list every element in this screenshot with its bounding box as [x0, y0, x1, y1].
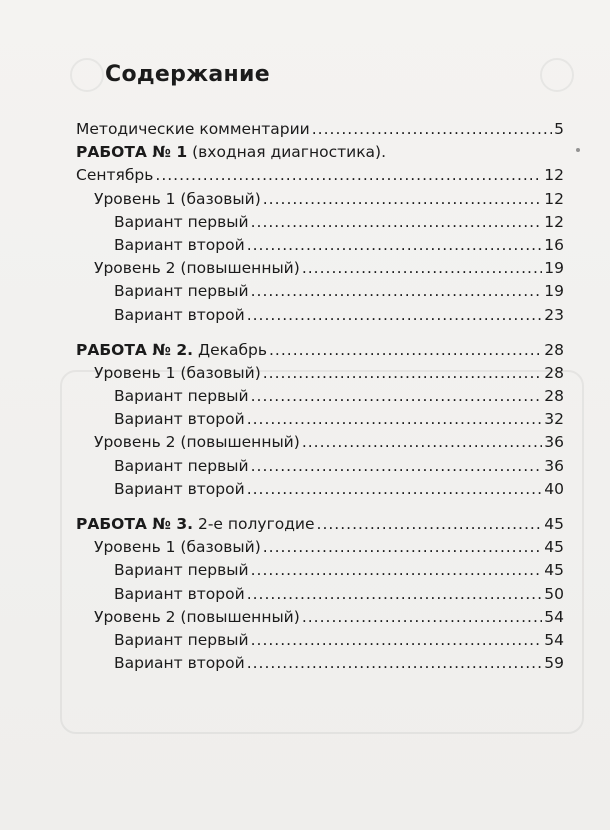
toc-page-number: 12 [544, 189, 564, 208]
toc-page-number: 28 [544, 363, 564, 382]
toc-entry[interactable] [76, 339, 564, 362]
toc-entry-text: Вариант первый [114, 630, 249, 649]
show-through-circle [70, 58, 104, 92]
toc-leader-dots [251, 280, 543, 303]
toc-leader-dots [251, 211, 543, 234]
toc-entry[interactable] [76, 280, 564, 303]
toc-entry[interactable] [76, 118, 564, 141]
toc-page-number: 12 [544, 212, 564, 231]
show-through-circle [540, 58, 574, 92]
toc-entry-text: Вариант второй [114, 235, 245, 254]
toc-entry[interactable] [76, 455, 564, 478]
toc-entry[interactable] [76, 211, 564, 234]
toc-entry-label [114, 408, 245, 431]
toc-page-number: 50 [544, 584, 564, 603]
toc-entry-text: Вариант второй [114, 584, 245, 603]
toc-entry-label [76, 118, 310, 141]
toc-leader-dots [251, 629, 543, 652]
toc-page-number: 45 [544, 538, 564, 557]
toc-entry-label [114, 559, 249, 582]
ink-speck [576, 148, 580, 152]
toc-entry-label [94, 536, 261, 559]
toc-entry-text: Уровень 2 (повышенный) [94, 259, 300, 278]
toc-page-number: 54 [544, 630, 564, 649]
toc-entry[interactable] [76, 583, 564, 606]
toc-entry-label [114, 478, 245, 501]
toc-entry-text: Вариант второй [114, 410, 245, 429]
toc-entry-label [94, 362, 261, 385]
toc-heading-bold: РАБОТА № 1 [76, 143, 188, 162]
toc-entry-text: Вариант первый [114, 212, 249, 231]
toc-entry[interactable] [76, 257, 564, 280]
toc-entry-text: 2-е полугодие [193, 515, 315, 533]
toc-page-number: 40 [544, 479, 564, 498]
toc-leader-dots [269, 339, 542, 362]
toc-entry-text: Вариант второй [114, 654, 245, 673]
toc-entry[interactable] [76, 362, 564, 385]
toc-entry[interactable] [76, 629, 564, 652]
toc-entry-label [76, 164, 153, 187]
toc-entry[interactable] [76, 188, 564, 211]
toc-leader-dots [247, 652, 543, 675]
toc-entry-text: Уровень 1 (базовый) [94, 363, 261, 382]
toc-page-number: 12 [544, 166, 564, 185]
toc-page-number: 36 [544, 433, 564, 452]
toc-entry-text: Вариант первый [114, 456, 249, 475]
toc-entry[interactable] [76, 234, 564, 257]
toc-entry-text: Вариант второй [114, 305, 245, 324]
toc-page-number: 36 [544, 456, 564, 475]
toc-entry-label [114, 385, 249, 408]
toc-leader-dots [263, 188, 543, 211]
toc-entry-label [114, 652, 245, 675]
toc-entry-bold: РАБОТА № 3. [76, 515, 194, 533]
toc-page-number: 23 [544, 305, 564, 324]
toc-entry[interactable] [76, 408, 564, 431]
toc-entry-text: Вариант первый [114, 561, 249, 580]
toc-entry-label [94, 188, 261, 211]
toc-page-number: 19 [544, 259, 564, 278]
toc-page-number: 45 [544, 561, 564, 580]
toc-entry-label [114, 455, 249, 478]
toc-page-number: 19 [544, 282, 564, 301]
toc-leader-dots [302, 606, 542, 629]
toc-leader-dots [302, 257, 542, 280]
toc-page-number: 45 [544, 515, 564, 533]
toc-entry-label [94, 606, 300, 629]
toc-entry-text: Вариант первый [114, 282, 249, 301]
toc-page-number: 5 [554, 120, 564, 138]
toc-entry[interactable] [76, 478, 564, 501]
toc-leader-dots [312, 118, 552, 141]
toc-entry-label [114, 234, 245, 257]
toc-entry-bold: РАБОТА № 2. [76, 340, 194, 359]
toc-page-number: 28 [544, 340, 564, 359]
toc-leader-dots [302, 431, 542, 454]
toc-entry[interactable] [76, 652, 564, 675]
toc-leader-dots [247, 408, 543, 431]
toc-entry-text: Уровень 2 (повышенный) [94, 433, 300, 452]
toc-page-number: 59 [544, 654, 564, 673]
toc-page-number: 28 [544, 387, 564, 406]
toc-page-number: 32 [544, 410, 564, 429]
toc-leader-dots [263, 536, 543, 559]
toc-leader-dots [317, 513, 543, 536]
toc-entry-label [94, 431, 300, 454]
toc-entry-text: Декабрь [193, 340, 267, 359]
toc-entry-text: Уровень 1 (базовый) [94, 538, 261, 557]
toc-entry-label [114, 629, 249, 652]
toc-entry-text: Вариант первый [114, 387, 249, 406]
toc-entry-label [76, 339, 267, 362]
toc-entry[interactable] [76, 304, 564, 327]
toc-entry[interactable] [76, 513, 564, 536]
toc-entry-text: Методические комментарии [76, 120, 310, 138]
toc-section-heading [76, 141, 564, 164]
toc-leader-dots [247, 478, 543, 501]
toc-entry[interactable] [76, 536, 564, 559]
toc-entry-label [114, 211, 249, 234]
toc-entry[interactable] [76, 606, 564, 629]
toc-leader-dots [251, 385, 543, 408]
toc-entry[interactable] [76, 164, 564, 187]
toc-entry-text: Уровень 2 (повышенный) [94, 607, 300, 626]
toc-entry[interactable] [76, 559, 564, 582]
toc-leader-dots [251, 559, 543, 582]
toc-leader-dots [155, 164, 542, 187]
toc-entry[interactable] [76, 385, 564, 408]
toc-leader-dots [263, 362, 543, 385]
toc-leader-dots [247, 304, 543, 327]
toc-heading-text: (входная диагностика). [187, 143, 387, 162]
toc-entry-label [94, 257, 300, 280]
toc-entry-text: Уровень 1 (базовый) [94, 189, 261, 208]
toc-page-number: 54 [544, 607, 564, 626]
table-of-contents [76, 118, 564, 675]
toc-leader-dots [251, 455, 543, 478]
toc-entry-text: Сентябрь [76, 166, 154, 185]
toc-entry-label [114, 583, 245, 606]
toc-entry-text: Вариант второй [114, 479, 245, 498]
toc-page-number: 16 [544, 235, 564, 254]
toc-entry-label [76, 513, 315, 536]
page-title: Содержание [105, 62, 270, 87]
toc-entry[interactable] [76, 431, 564, 454]
toc-entry-label [114, 304, 245, 327]
toc-entry-label [114, 280, 249, 303]
toc-leader-dots [247, 234, 543, 257]
toc-leader-dots [247, 583, 543, 606]
